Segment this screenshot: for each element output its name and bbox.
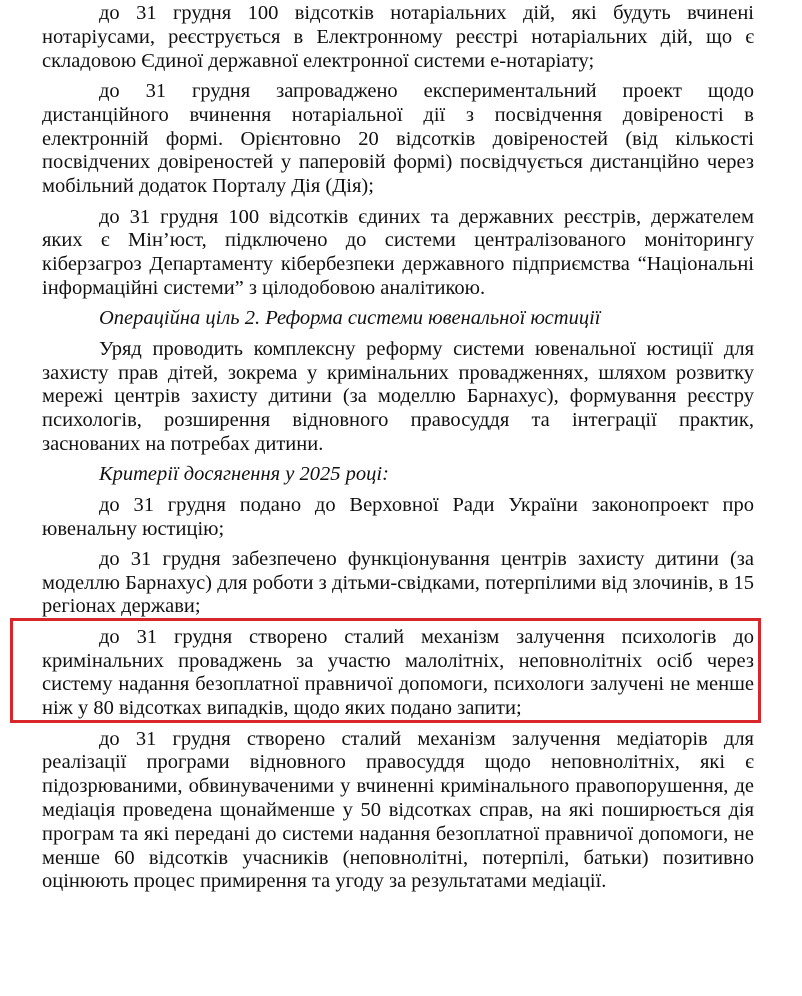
criterion-barnahus-centers: до 31 грудня забезпечено функціонування центрів захисту дитини (за моделлю Барнахус) для роботи з дітьми-свідками, потерпілими від злочинів, в 15 регіонах держави; xyxy=(42,547,754,618)
criterion-juvenile-justice-bill: до 31 грудня подано до Верховної Ради України законопроект про ювенальну юстицію; xyxy=(42,493,754,540)
highlighted-criterion-text: до 31 грудня створено сталий механізм залучення психологів до кримінальних проваджень за участю малолітніх, неповнолітніх осіб через систему надання безоплатної правничої допомоги, психологи залучені не менше ніж у 80 відсотках випадків, щодо яких подано запити; xyxy=(42,625,754,720)
goal-description: Уряд проводить комплексну реформу системи ювенальної юстиції для захисту прав дітей, зокрема у кримінальних провадженнях, шляхом розвитку мережі центрів захисту дитини (за моделлю Барнахус), формування реєстру психологів, розширення відновного правосуддя та інтеграції практик, заснованих на потребах дитини. xyxy=(42,337,754,455)
paragraph-notarial-registry: до 31 грудня 100 відсотків нотаріальних дій, які будуть вчинені нотаріусами, реєструється в Електронному реєстрі нотаріальних дій, що є складовою Єдиної державної електронної системи е-нотаріату; xyxy=(42,2,754,72)
highlighted-criterion xyxy=(42,626,754,721)
document-page xyxy=(42,2,754,894)
paragraph-remote-power-of-attorney: до 31 грудня запроваджено експериментальний проект щодо дистанційного вчинення нотаріальної дії з посвідчення довіреності в електронній формі. Орієнтовно 20 відсотків довіреностей (від кількості посвідчених довіреностей у паперовій формі) посвідчується дистанційно через мобільний додаток Порталу Дія (Дія); xyxy=(42,79,754,198)
paragraph-cyber-monitoring: до 31 грудня 100 відсотків єдиних та державних реєстрів, держателем яких є Мін’юст, підключено до системи централізованого моніторингу кіберзагроз Департаменту кібербезпеки державного підприємства “Національні інформаційні системи” з цілодобовою аналітикою. xyxy=(42,205,754,299)
criterion-mediators: до 31 грудня створено сталий механізм залучення медіаторів для реалізації програми відновного правосуддя щодо неповнолітніх, які є підозрюваними, обвинуваченими у вчиненні кримінального правопорушення, де медіація проведена щонайменше у 50 відсотках справ, на які поширюється дія програм та які передані до системи надання безоплатної правничої допомоги, не менше 60 відсотків учасників (неповнолітні, потерпілі, батьки) позитивно оцінюють процес примирення та угоду за результатами медіації. xyxy=(42,727,754,893)
operational-goal-heading: Операційна ціль 2. Реформа системи ювенальної юстиції xyxy=(99,307,601,330)
criteria-heading: Критерії досягнення у 2025 році: xyxy=(99,463,389,486)
